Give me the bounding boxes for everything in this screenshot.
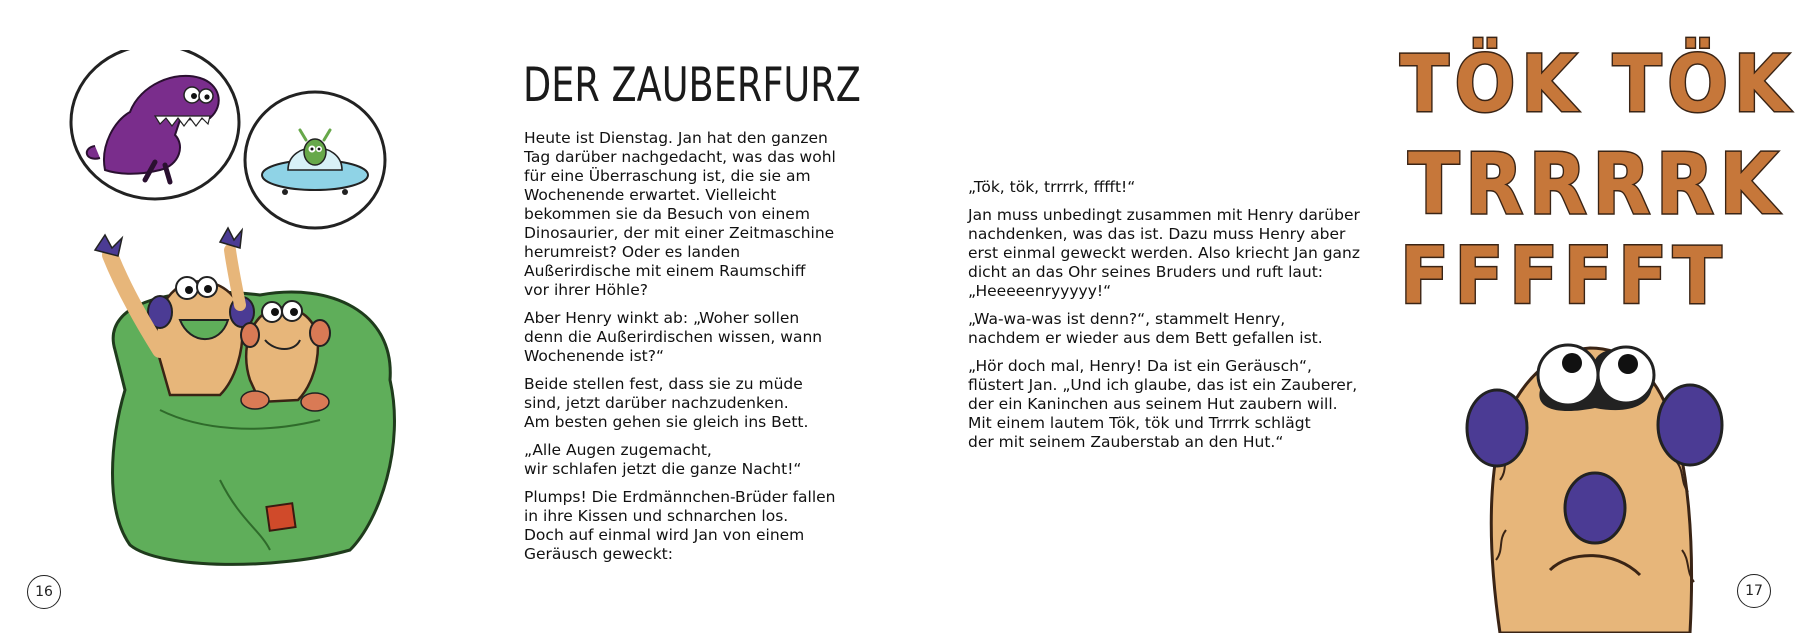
right-story-text	[968, 178, 1388, 461]
story-paragraph: „Alle Augen zugemacht, wir schlafen jetzt die ganze Nacht!“	[524, 441, 802, 478]
story-title: DER ZAUBERFURZ	[523, 58, 861, 113]
page-number-left: 16	[27, 575, 61, 609]
story-paragraph: Jan muss unbedingt zusammen mit Henry darüber nachdenken, was das ist. Dazu muss Henry aber erst einmal geweckt werden. Also kriecht Jan ganz dicht an das Ohr seines Bruders und ruft laut: „Heeeeenryyyyy!“	[968, 206, 1360, 300]
meerkats-in-bed-illustration	[60, 50, 460, 590]
page-number-right: 17	[1737, 574, 1771, 608]
sound-effect-line: TRRRRK	[1408, 135, 1784, 233]
left-story-text	[524, 129, 854, 573]
story-paragraph: Aber Henry winkt ab: „Woher sollen denn die Außerirdischen wissen, wann Wochenende ist?“	[524, 309, 823, 365]
story-paragraph: „Hör doch mal, Henry! Da ist ein Geräusch“, flüstert Jan. „Und ich glaube, das ist ein Zauberer, der ein Kaninchen aus seinem Hut zaubern will. Mit einem lautem Tök, tök und Trrrrk schlägt der mit seinem Zauberstab an den Hut.“	[968, 357, 1358, 451]
meerkat-brothers-icon	[95, 228, 394, 564]
story-paragraph: „Wa-wa-was ist denn?“, stammelt Henry, nachdem er wieder aus dem Bett gefallen ist.	[968, 310, 1323, 347]
right-page	[900, 0, 1800, 633]
sound-effect-line: TÖK TÖK	[1400, 40, 1795, 130]
dinosaur-icon	[71, 50, 239, 199]
story-paragraph: Beide stellen fest, dass sie zu müde sind, jetzt darüber nachzudenken. Am besten gehen sie gleich ins Bett.	[524, 375, 809, 431]
story-paragraph: Heute ist Dienstag. Jan hat den ganzen Tag darüber nachgedacht, was das wohl für eine Überraschung ist, die sie am Wochenende erwartet. Vielleicht bekommen sie da Besuch von einem Dinosaurier, der mit einer Zeitmaschine herumreist? Oder es landen Außerirdische mit einem Raumschiff vor ihrer Höhle?	[524, 129, 836, 299]
story-paragraph: „Tök, tök, trrrrk, fffft!“	[968, 178, 1136, 196]
story-paragraph: Plumps! Die Erdmännchen-Brüder fallen in ihre Kissen und schnarchen los. Doch auf einmal wird Jan von einem Geräusch geweckt:	[524, 488, 836, 563]
alien-ufo-icon	[245, 92, 385, 228]
sound-effect-line: FFFFFT	[1400, 232, 1728, 322]
